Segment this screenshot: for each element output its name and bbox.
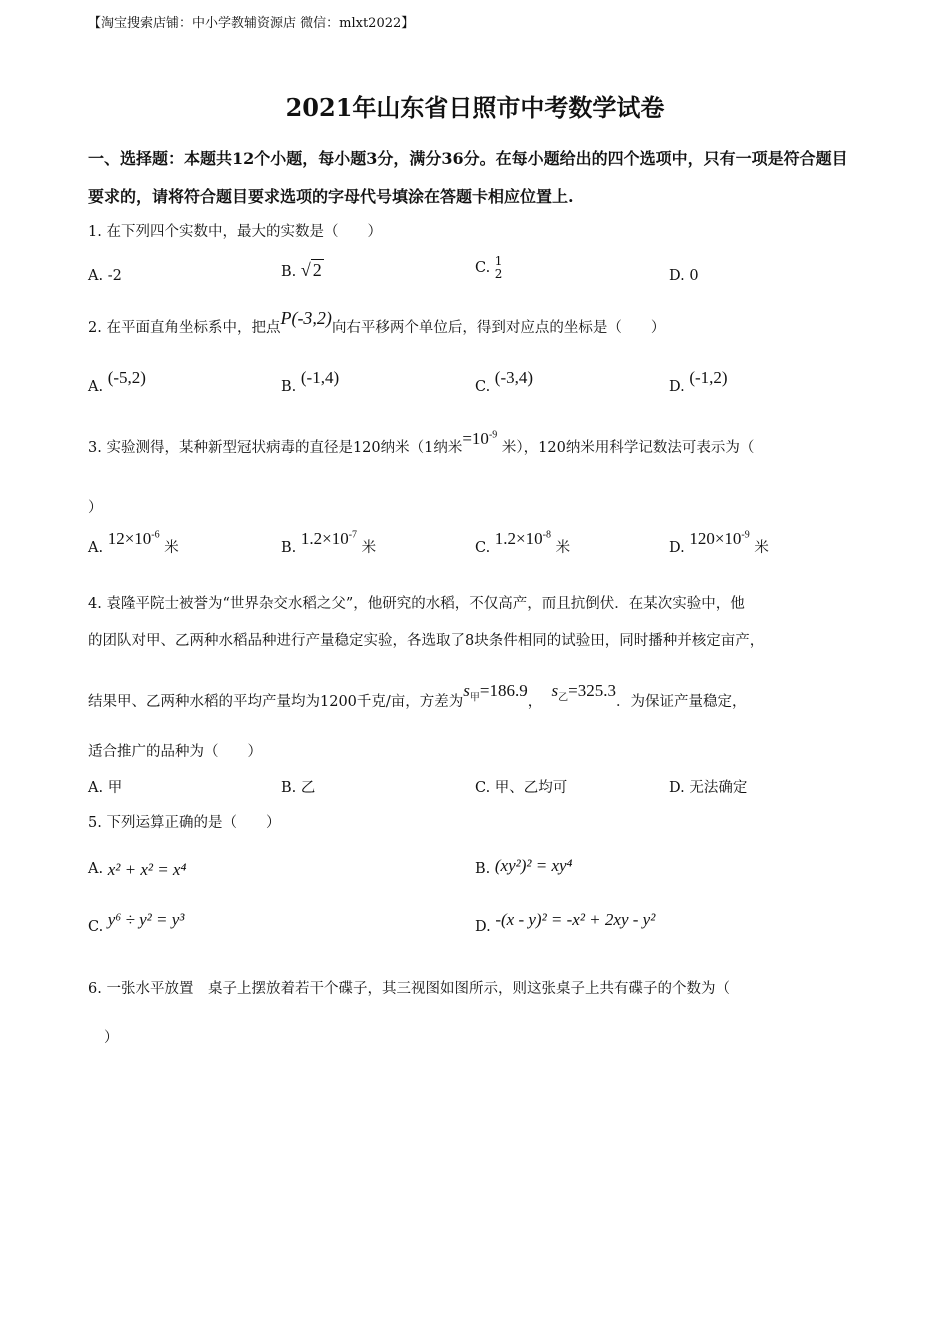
expression: y⁶ ÷ y² = y³	[107, 910, 185, 929]
expression: x² + x² = x⁴	[107, 860, 187, 879]
eq-base: =10	[462, 429, 489, 448]
sci-notation	[495, 529, 551, 548]
base: 120×10	[689, 529, 742, 548]
question-5-option-d	[475, 910, 656, 936]
fraction	[495, 255, 503, 281]
section-heading: 一、选择题：本题共12个小题，每小题3分，满分36分。在每小题给出的四个选项中，只有一项是符合题目要求的，请将符合题目要求选项的字母代号填涂在答题卡相应位置上.	[88, 149, 848, 206]
question-1-option-b	[281, 260, 324, 281]
option-letter: A.	[88, 540, 104, 556]
variance-jia: $s_甲=186.9$	[463, 681, 528, 704]
subscript: 甲	[469, 692, 480, 704]
base: 1.2×10	[494, 529, 543, 548]
question-1-option-d: D. 0	[669, 268, 699, 284]
numerator: 1	[494, 254, 503, 268]
question-3-option-c	[475, 529, 571, 557]
unit: 米	[754, 540, 769, 556]
option-letter: B.	[281, 264, 297, 280]
coordinate: (-1,4)	[300, 368, 340, 387]
stem-text: 结果甲、乙两种水稻的平均产量均为1200千克/亩，方差为	[88, 694, 464, 710]
option-letter: C.	[88, 919, 104, 935]
eq-exponent: -9	[488, 429, 498, 441]
comma: ，	[527, 694, 543, 710]
coordinate: (-1,2)	[689, 368, 728, 387]
base: 12×10	[107, 529, 152, 548]
option-letter: C.	[475, 260, 491, 276]
question-3-option-b	[281, 529, 377, 557]
option-letter: B.	[475, 861, 491, 877]
coordinate: (-5,2)	[107, 368, 146, 387]
question-4-option-d: D. 无法确定	[669, 780, 748, 796]
question-6-stem: 6. 一张水平放置 桌子上摆放着若干个碟子，其三视图如图所示，则这张桌子上共有碟子的个数为（	[88, 981, 730, 997]
unit: 米	[555, 540, 571, 556]
question-4-line-4: 适合推广的品种为（ ）	[88, 744, 262, 760]
exponent: -7	[348, 529, 358, 541]
question-1-stem: 1. 在下列四个实数中，最大的实数是（ ）	[88, 224, 382, 240]
stem-text: ．为保证产量稳定，	[615, 694, 747, 710]
variance-value: =325.3	[568, 681, 616, 700]
question-6-stem-end: ）	[104, 1030, 119, 1046]
exponent: -8	[542, 529, 551, 541]
question-2-option-d	[669, 368, 728, 396]
question-3-option-a	[88, 529, 179, 557]
question-5-stem: 5. 下列运算正确的是（ ）	[88, 815, 281, 831]
header-note: 【淘宝搜索店铺：中小学教辅资源店 微信：mlxt2022】	[88, 16, 415, 31]
question-4-line-2: 的团队对甲、乙两种水稻品种进行产量稳定实验，各选取了8块条件相同的试验田，同时播种并核定亩产，	[88, 633, 765, 649]
exponent: -6	[151, 529, 160, 541]
unit: 米	[164, 540, 179, 556]
question-4-option-a: A. 甲	[88, 780, 123, 796]
stem-text: 3. 实验测得，某种新型冠状病毒的直径是120纳米（1纳米	[88, 440, 463, 456]
stem-text: 米），120纳米用科学记数法可表示为（	[501, 440, 755, 456]
variance-yi: $s_乙=325.3$	[551, 681, 616, 704]
equation	[462, 429, 497, 448]
option-letter: A.	[88, 379, 104, 395]
sci-notation	[108, 529, 160, 548]
question-4-line-1: 4. 袁隆平院士被誉为“世界杂交水稻之父”，他研究的水稻，不仅高产，而且抗倒伏．在某次实验中，他	[88, 596, 745, 612]
subscript: 乙	[558, 692, 569, 704]
denominator: 2	[494, 267, 503, 281]
variance-value: =186.9	[479, 681, 528, 700]
option-letter: C.	[475, 540, 491, 556]
question-2-option-c	[475, 368, 534, 396]
sqrt-expression: √ 2	[300, 260, 322, 280]
question-3-stem-end: ）	[88, 500, 103, 516]
exponent: -9	[741, 529, 750, 541]
point-p: P(-3,2)	[280, 308, 332, 328]
base: 1.2×10	[300, 529, 349, 548]
radicand: 2	[312, 260, 322, 280]
question-5-option-b	[475, 858, 572, 878]
question-1-option-a: A. -2	[88, 268, 122, 284]
option-letter: A.	[88, 861, 104, 877]
question-2-option-b	[281, 368, 340, 396]
page-title: 2021年山东省日照市中考数学试卷	[285, 93, 665, 122]
sci-notation	[689, 529, 749, 548]
question-4-option-b: B. 乙	[281, 780, 316, 796]
question-2-stem	[88, 308, 666, 337]
unit: 米	[361, 540, 377, 556]
question-5-option-a	[88, 858, 186, 878]
option-letter: D.	[669, 379, 685, 395]
question-2-option-a	[88, 368, 146, 396]
question-3-stem	[88, 429, 755, 457]
expression: -(x - y)² = -x² + 2xy - y²	[495, 910, 656, 929]
question-3-option-d	[669, 529, 769, 557]
option-letter: B.	[281, 379, 297, 395]
option-letter: B.	[281, 540, 297, 556]
expression: (xy²)² = xy⁴	[494, 856, 573, 875]
stem-text: 2. 在平面直角坐标系中，把点	[88, 320, 281, 336]
question-5-option-c	[88, 910, 185, 936]
option-letter: D.	[475, 919, 491, 935]
sci-notation	[301, 529, 357, 548]
question-1-option-c	[475, 255, 502, 281]
question-4-option-c: C. 甲、乙均可	[475, 780, 568, 796]
stem-text: 向右平移两个单位后，得到对应点的坐标是（ ）	[331, 320, 666, 336]
option-letter: D.	[669, 540, 685, 556]
question-4-line-3	[88, 681, 747, 713]
option-letter: C.	[475, 379, 491, 395]
coordinate: (-3,4)	[494, 368, 534, 387]
